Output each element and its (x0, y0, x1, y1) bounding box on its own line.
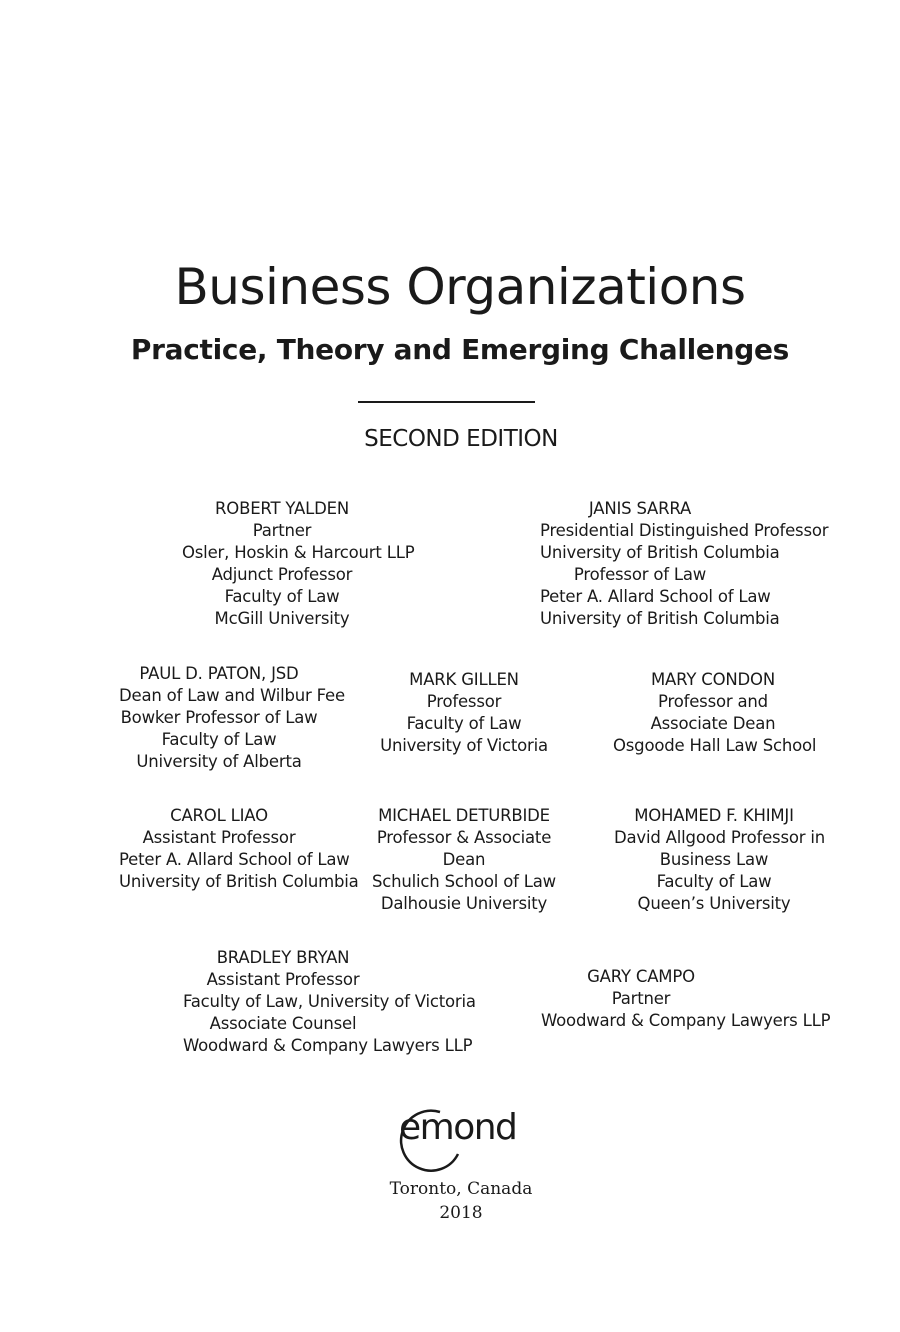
author-affiliation: Business Law (659, 850, 769, 869)
author-affiliation: Adjunct Professor (211, 565, 353, 584)
author-affiliation: Faculty of Law (656, 872, 772, 891)
author-affiliation: University of British Columbia (540, 543, 780, 562)
author-affiliation: Schulich School of Law (372, 872, 556, 891)
author-affiliation: Associate Dean (650, 714, 776, 733)
author-affiliation: Associate Counsel (209, 1014, 357, 1033)
author-block (119, 663, 345, 773)
author-affiliation: Presidential Distinguished Professor (540, 521, 829, 540)
author-name: ROBERT YALDEN (215, 499, 349, 518)
author-affiliation: Peter A. Allard School of Law (540, 587, 771, 606)
author-affiliation: Professor (426, 692, 502, 711)
author-affiliation: David Allgood Professor in (614, 828, 826, 847)
publication-year: 2018 (439, 1203, 483, 1223)
author-name: MARK GILLEN (409, 670, 519, 689)
author-affiliation: Faculty of Law, University of Victoria (183, 992, 476, 1011)
author-affiliation: Woodward & Company Lawyers LLP (183, 1036, 473, 1055)
author-affiliation: Faculty of Law (161, 730, 277, 749)
author-block (364, 669, 564, 757)
author-affiliation: Dalhousie University (380, 894, 548, 913)
author-name: MICHAEL DETURBIDE (378, 806, 550, 825)
author-affiliation: Bowker Professor of Law (120, 708, 318, 727)
author-block (614, 805, 826, 915)
author-block (182, 498, 415, 630)
author-block (183, 947, 476, 1057)
author-affiliation: Woodward & Company Lawyers LLP (541, 1011, 831, 1030)
author-name: PAUL D. PATON, JSD (139, 664, 299, 683)
author-name: JANIS SARRA (588, 499, 692, 518)
publisher-logo (396, 1104, 526, 1174)
author-affiliation: University of British Columbia (119, 872, 359, 891)
book-subtitle: Practice, Theory and Emerging Challenges (130, 333, 790, 366)
author-affiliation: Osgoode Hall Law School (613, 736, 817, 755)
author-affiliation: Peter A. Allard School of Law (119, 850, 350, 869)
author-affiliation: McGill University (214, 609, 350, 628)
author-affiliation: Faculty of Law (406, 714, 522, 733)
author-name: CAROL LIAO (170, 806, 268, 825)
author-name: BRADLEY BRYAN (216, 948, 350, 967)
author-affiliation: Partner (611, 989, 671, 1008)
author-block (613, 669, 817, 757)
author-affiliation: University of Victoria (380, 736, 548, 755)
publisher-logo-text: emond (399, 1107, 517, 1148)
author-affiliation: Dean (442, 850, 486, 869)
author-affiliation: Professor of Law (573, 565, 707, 584)
author-affiliation: University of Alberta (136, 752, 302, 771)
author-affiliation: Faculty of Law (224, 587, 340, 606)
author-affiliation: Queen’s University (637, 894, 791, 913)
author-name: MOHAMED F. KHIMJI (634, 806, 794, 825)
author-affiliation: Assistant Professor (206, 970, 360, 989)
author-affiliation: Professor and (658, 692, 768, 711)
author-affiliation: Assistant Professor (142, 828, 296, 847)
author-name: GARY CAMPO (587, 967, 695, 986)
author-affiliation: Osler, Hoskin & Harcourt LLP (182, 543, 415, 562)
author-affiliation: Dean of Law and Wilbur Fee (119, 686, 345, 705)
author-block (540, 498, 829, 630)
publisher-city: Toronto, Canada (389, 1179, 533, 1199)
author-affiliation: University of British Columbia (540, 609, 780, 628)
author-affiliation: Professor & Associate (376, 828, 552, 847)
edition-label: SECOND EDITION (364, 426, 558, 452)
author-block (541, 966, 831, 1032)
author-name: MARY CONDON (651, 670, 775, 689)
book-title: Business Organizations (174, 258, 746, 316)
author-affiliation: Partner (252, 521, 312, 540)
author-block (364, 805, 564, 915)
author-block (119, 805, 359, 893)
title-divider (358, 401, 535, 403)
